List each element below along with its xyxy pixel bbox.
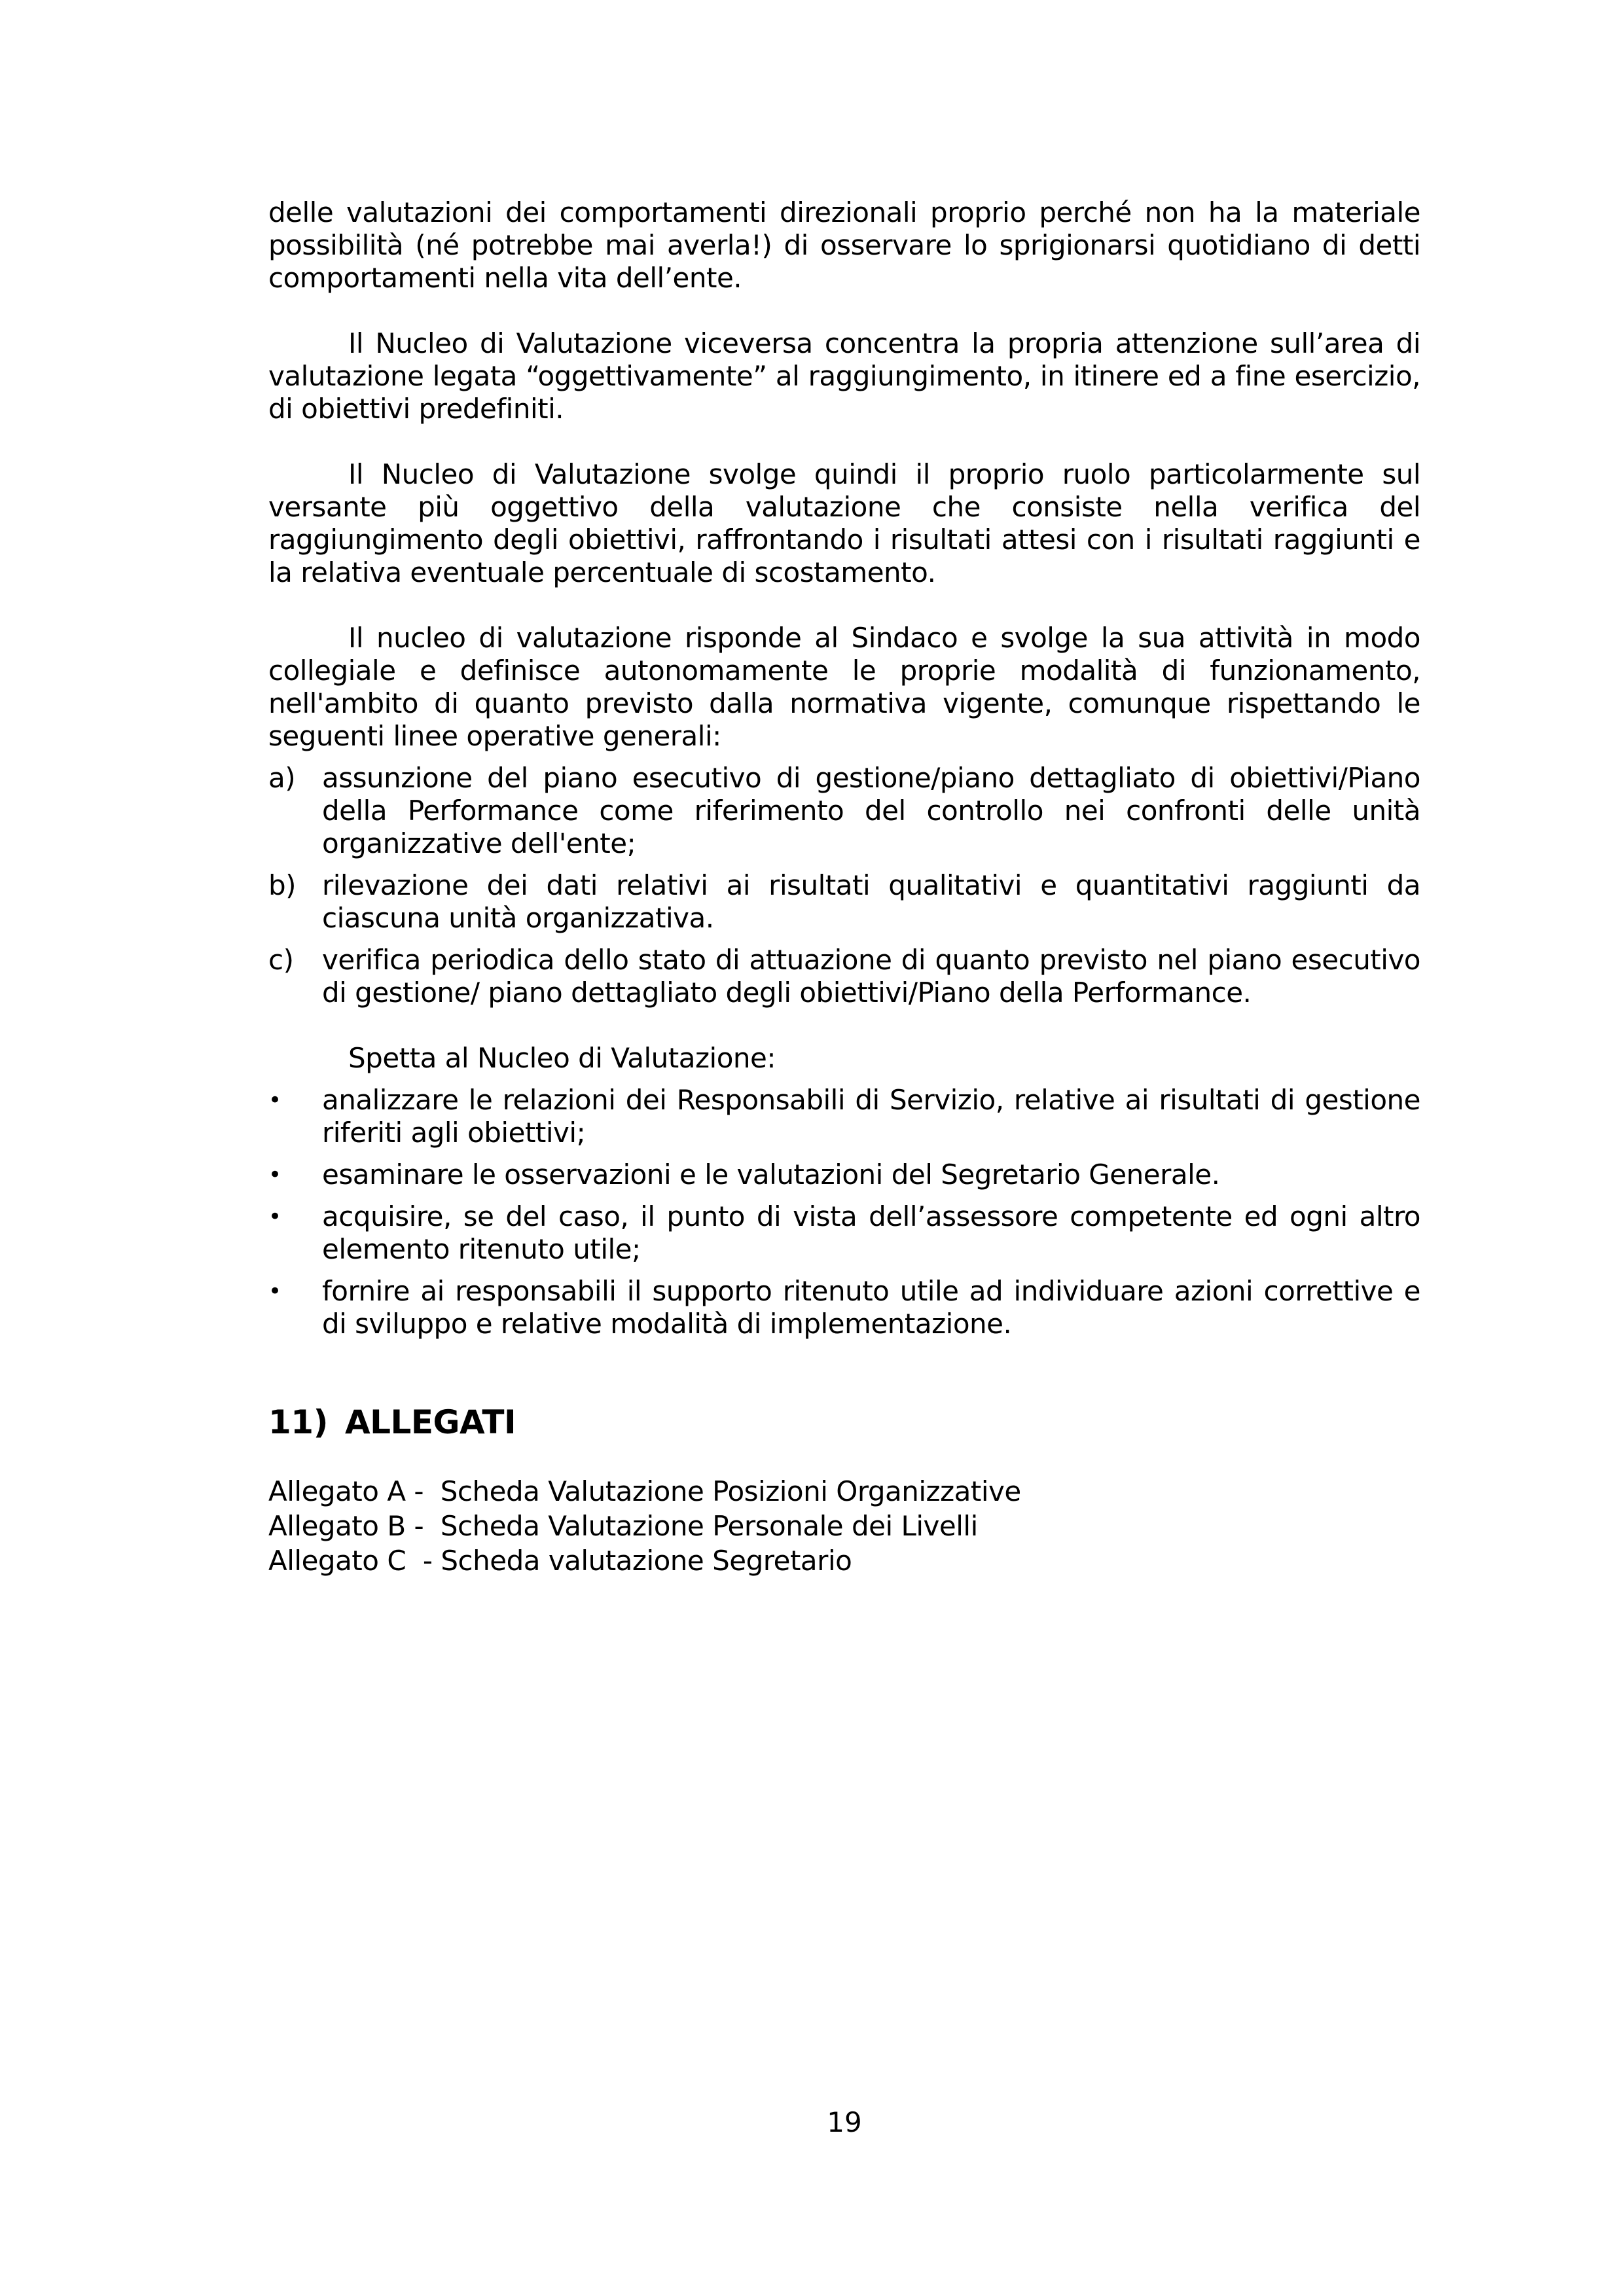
- bullet-item: [268, 1200, 1420, 1266]
- bullet-item-text: fornire ai responsabili il supporto ritenuto utile ad individuare azioni correttive e di sviluppo e relative modalità di implementazione.: [322, 1275, 1420, 1340]
- paragraph-spetta: Spetta al Nucleo di Valutazione:: [348, 1042, 776, 1074]
- bullet-item: [268, 1084, 1420, 1149]
- bullet-item-text: acquisire, se del caso, il punto di vista dell’assessore competente ed ogni altro elemento ritenuto utile;: [322, 1200, 1420, 1265]
- list-item-b: [268, 869, 1420, 935]
- lettered-list: [268, 762, 1420, 1009]
- bullet-item: [268, 1275, 1420, 1340]
- section-heading-allegati: [268, 1403, 1420, 1441]
- list-item-c: [268, 944, 1420, 1009]
- bullet-list: [268, 1084, 1420, 1340]
- attachment-line-a: Allegato A - Scheda Valutazione Posizioni Organizzative: [268, 1475, 1021, 1507]
- list-item-text: verifica periodica dello stato di attuazione di quanto previsto nel piano esecutivo di gestione/ piano dettagliato degli obiettivi/Piano della Performance.: [322, 944, 1420, 1009]
- section-title: ALLEGATI: [344, 1403, 516, 1441]
- list-marker: c): [268, 944, 294, 976]
- bullet-icon: •: [268, 1204, 281, 1230]
- bullet-icon: •: [268, 1278, 281, 1304]
- bullet-item: [268, 1158, 1420, 1191]
- list-item-text: assunzione del piano esecutivo di gestione/piano dettagliato di obiettivi/Piano della Performance come riferimento del controllo nei confronti delle unità organizzative dell'ente;: [322, 762, 1420, 859]
- paragraph-continuation: delle valutazioni dei comportamenti direzionali proprio perché non ha la materiale possibilità (né potrebbe mai averla!) di osservare lo sprigionarsi quotidiano di detti comportamenti nella vita dell’ente.: [268, 196, 1420, 294]
- list-item-a: [268, 762, 1420, 860]
- attachment-line-c: Allegato C - Scheda valutazione Segretario: [268, 1545, 852, 1577]
- bullet-icon: •: [268, 1087, 281, 1113]
- paragraph-nucleo-viceversa: Il Nucleo di Valutazione viceversa concentra la propria attenzione sull’area di valutazione legata “oggettivamente” al raggiungimento, in itinere ed a fine esercizio, di obiettivi predefiniti.: [268, 327, 1420, 425]
- paragraph-nucleo-svolge: Il Nucleo di Valutazione svolge quindi il proprio ruolo particolarmente sul versante più oggettivo della valutazione che consiste nella verifica del raggiungimento degli obiettivi, raffrontando i risultati attesi con i risultati raggiunti e la relativa eventuale percentuale di scostamento.: [268, 458, 1420, 588]
- list-marker: a): [268, 762, 296, 794]
- attachments-list: [268, 1474, 1420, 1578]
- section-number: 11): [268, 1403, 328, 1441]
- page-number: 19: [827, 2106, 862, 2138]
- paragraph-nucleo-risponde: Il nucleo di valutazione risponde al Sindaco e svolge la sua attività in modo collegiale e definisce autonomamente le proprie modalità di funzionamento, nell'ambito di quanto previsto dalla normativa vigente, comunque rispettando le seguenti linee operative generali:: [268, 622, 1420, 752]
- bullet-icon: •: [268, 1162, 281, 1188]
- list-marker: b): [268, 869, 297, 901]
- document-body: [268, 196, 1420, 1578]
- list-item-text: rilevazione dei dati relativi ai risultati qualitativi e quantitativi raggiunti da ciascuna unità organizzativa.: [322, 869, 1420, 934]
- attachment-line-b: Allegato B - Scheda Valutazione Personale dei Livelli: [268, 1510, 978, 1542]
- bullet-item-text: analizzare le relazioni dei Responsabili di Servizio, relative ai risultati di gestione riferiti agli obiettivi;: [322, 1084, 1420, 1149]
- bullet-item-text: esaminare le osservazioni e le valutazioni del Segretario Generale.: [322, 1158, 1220, 1191]
